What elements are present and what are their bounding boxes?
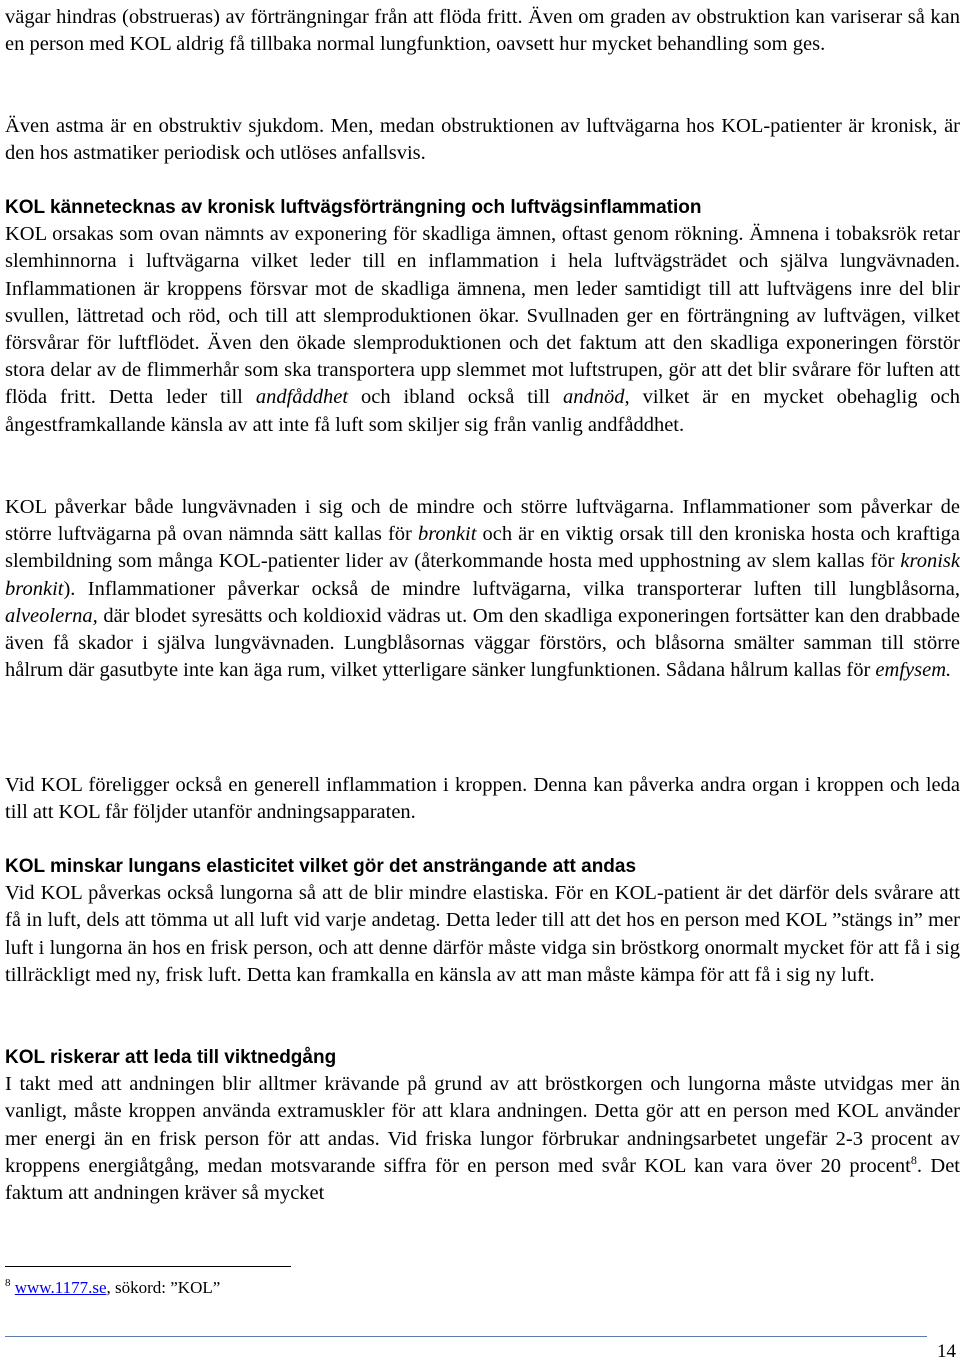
paragraph-cause-inflammation: [5, 221, 960, 439]
text-run: och ibland också till: [348, 386, 564, 409]
emphasis-term: andnöd: [563, 386, 625, 409]
paragraph-obstruction-intro: vägar hindras (obstrueras) av förträngningar från att flöda fritt. Även om graden av obstruktion kan variserar så kan en person med KOL aldrig få tillbaka normal lungfunktion, oavsett hur mycket behandling som ges.: [5, 6, 960, 56]
section-elasticity: [5, 853, 960, 989]
footnote-link[interactable]: www.1177.se: [14, 1278, 107, 1297]
paragraph-elasticity: Vid KOL påverkas också lungorna så att de blir mindre elastiska. För en KOL-patient är det därför dels svårare att få in luft, dels att tömma ut all luft vid varje andetag. Detta leder till att det hos en person med KOL ”stängs in” mer luft i lungorna än hos en frisk person, och att denne därför måste vidga sin bröstkorg onormalt mycket för att få i sig tillräckligt med ny, frisk luft. Detta kan framkalla en känsla av att man måste kämpa för att få i sig ny luft.: [5, 882, 960, 986]
emphasis-term: emfysem.: [875, 659, 952, 682]
text-run: KOL orsakas som ovan nämnts av exponering för skadliga ämnen, oftast genom rökning. Ämnena i tobaksrök retar slemhinnorna i luftvägarna vilket leder till en inflammation i hela luftvägsträdet och själva lungvävnaden. Inflammationen är kroppens försvar mot de skadliga ämnena, men leder samtidigt till att luftvägens inre del blir svullen, lättretad och röd, och till att slemproduktionen ökar. Svullnaden ger en förträngning av luftvägen, vilket försvårar för luftflödet. Även den ökade slemproduktionen och det faktum att den skadliga exponeringen förstör stora delar av de flimmerhår som ska transportera upp slemmet mot luftstrupen, gör att det blir svårare för luften att flöda fritt. Detta leder till: [5, 223, 960, 409]
page-footer-rule: [5, 1336, 927, 1337]
footnote-reference[interactable]: 8: [910, 1152, 917, 1167]
emphasis-term: kronisk bronkit: [5, 550, 960, 600]
footnote-number: 8: [5, 1277, 11, 1289]
footnote-text: , sökord: ”KOL”: [106, 1278, 221, 1297]
footnote: [5, 1276, 220, 1300]
section-heading: KOL minskar lungans elasticitet vilket gör det ansträngande att andas: [5, 856, 637, 877]
emphasis-term: alveolerna,: [5, 604, 98, 627]
text-run: ). Inflammationer påverkar också de mindre luftvägarna, vilka transporterar luften till lungblåsorna,: [63, 577, 960, 600]
paragraph-airways-bronchitis: [5, 494, 960, 684]
paragraph-asthma: Även astma är en obstruktiv sjukdom. Men, medan obstruktionen av luftvägarna hos KOL-patienter är kronisk, är den hos astmatiker periodisk och utlöses anfallsvis.: [5, 115, 960, 165]
text-run: och är en viktig orsak till den kroniska hosta och kraftiga slembildning som många KOL-patienter lider av (återkommande hosta med upphostning av slem kallas för: [5, 523, 960, 573]
paragraph-weight-loss: [5, 1071, 960, 1207]
text-run: . Det faktum att andningen kräver så mycket: [5, 1154, 960, 1205]
section-heading: KOL kännetecknas av kronisk luftvägsförträngning och luftvägsinflammation: [5, 197, 702, 218]
text-run: KOL påverkar både lungvävnaden i sig och de mindre och större luftvägarna. Inflammationer som påverkar de större luftvägarna på ovan nämnda sätt kallas för: [5, 496, 960, 546]
section-heading: KOL riskerar att leda till viktnedgång: [5, 1047, 337, 1068]
footnote-separator: [5, 1266, 291, 1267]
emphasis-term: andfåddhet: [255, 386, 349, 409]
page-number: 14: [937, 1341, 956, 1362]
emphasis-term: bronkit: [417, 523, 477, 546]
section-weight-loss: [5, 1044, 960, 1207]
section-chronic-obstruction: [5, 194, 960, 439]
paragraph-general-inflammation: Vid KOL föreligger också en generell inflammation i kroppen. Denna kan påverka andra organ i kroppen och leda till att KOL får följder utanför andningsapparaten.: [5, 774, 960, 824]
text-run: där blodet syresätts och koldioxid vädras ut. Om den skadliga exponeringen fortsätter kan den drabbade även få skador i själva lungvävnaden. Lungblåsornas väggar förstörs, och blåsorna smälter samman till större hålrum där gasutbyte inte kan äga rum, vilket ytterligare sänker lungfunktionen. Sådana hålrum kallas för: [5, 604, 960, 682]
text-run: , vilket är en mycket obehaglig och ångestframkallande känsla av att inte få luft som skiljer sig från vanlig andfåddhet.: [5, 386, 960, 436]
text-run: I takt med att andningen blir alltmer krävande på grund av att bröstkorgen och lungorna måste utvidgas mer än vanligt, måste kroppen använda extramuskler för att klara andningen. Detta gör att en person med KOL använder mer energi än en frisk person för att andas. Vid friska lungor förbrukar andningsarbetet ungefär 2-3 procent av kroppens energiåtgång, medan motsvarande siffra för en person med svår KOL kan vara över 20 procent: [5, 1073, 960, 1177]
